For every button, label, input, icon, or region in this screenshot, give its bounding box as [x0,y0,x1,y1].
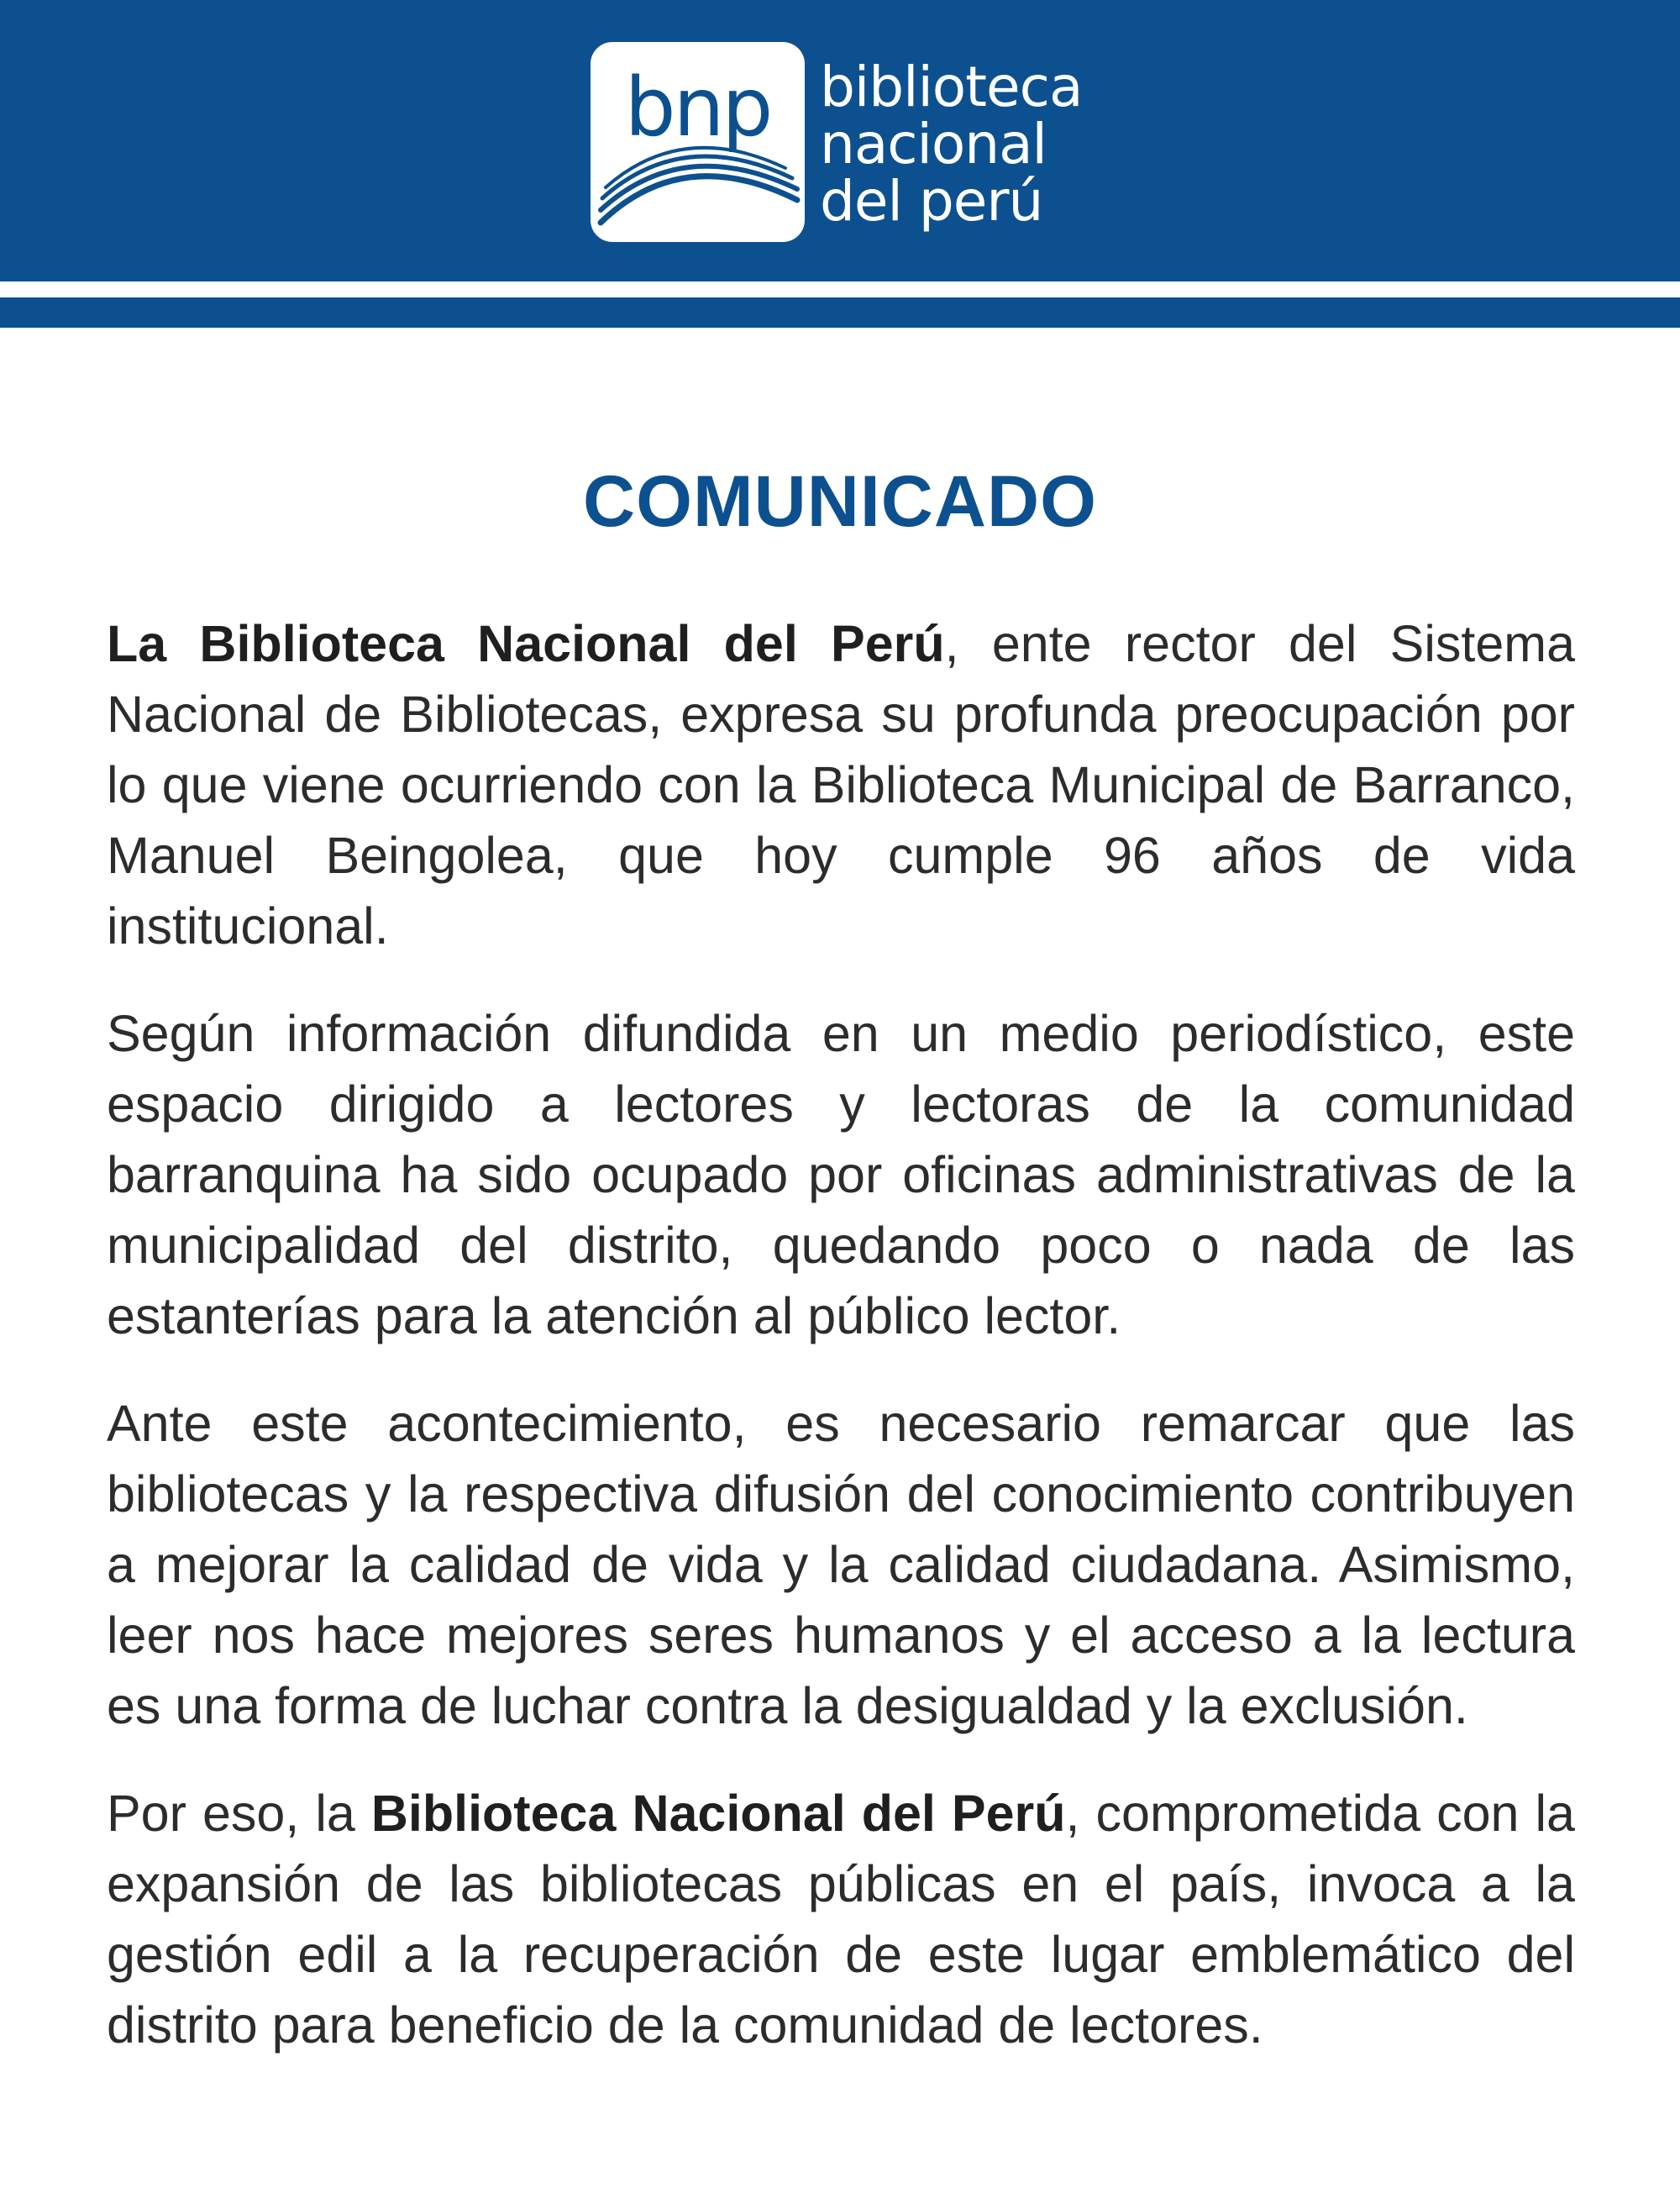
paragraph-4 [107,1778,1575,2060]
logo-abbreviation: bnp [624,60,771,155]
paragraph-4-before: Por eso, la [107,1785,371,1842]
logo-line-3: del perú [820,169,1043,234]
book-arc-icon [591,42,805,242]
paragraph-2: Según información difundida en un medio periodístico, este espacio dirigido a lectores y lectoras de la comunidad barranquina ha sido ocupado por oficinas administrativas de la municipalidad del distrito, quedando poco o nada de las estanterías para la atención al público lector. [107,1005,1575,1344]
page-title: COMUNICADO [583,461,1097,542]
document-body [107,608,1575,2097]
paragraph-4-bold: Biblioteca Nacional del Perú [370,1785,1066,1842]
paragraph-4-after: , comprometida con la expansión de las bibliotecas públicas en el país, invoca a la gestión edil a la recuperación de este lugar emblemático del distrito para beneficio de la comunidad de lectores. [107,1785,1575,2054]
logo-line-1: biblioteca [820,55,1083,119]
header-banner [0,0,1680,281]
header-stripe [0,297,1680,328]
bnp-logo [591,42,805,242]
paragraph-3: Ante este acontecimiento, es necesario remarcar que las bibliotecas y la respectiva difusión del conocimiento contribuyen a mejorar la calidad de vida y la calidad ciudadana. Asimismo, leer nos hace mejores seres humanos y el acceso a la lectura es una forma de luchar contra la desigualdad y la exclusión. [107,1395,1575,1734]
paragraph-1 [107,608,1575,961]
logo-wordmark [820,55,1083,234]
logo-line-2: nacional [820,112,1047,176]
paragraph-1-text: , ente rector del Sistema Nacional de Bibliotecas, expresa su profunda preocupación por lo que viene ocurriendo con la Biblioteca Municipal de Barranco, Manuel Beingolea, que hoy cumple 96 años de vida institucional. [107,615,1575,955]
paragraph-1-bold: La Biblioteca Nacional del Perú [107,615,945,672]
